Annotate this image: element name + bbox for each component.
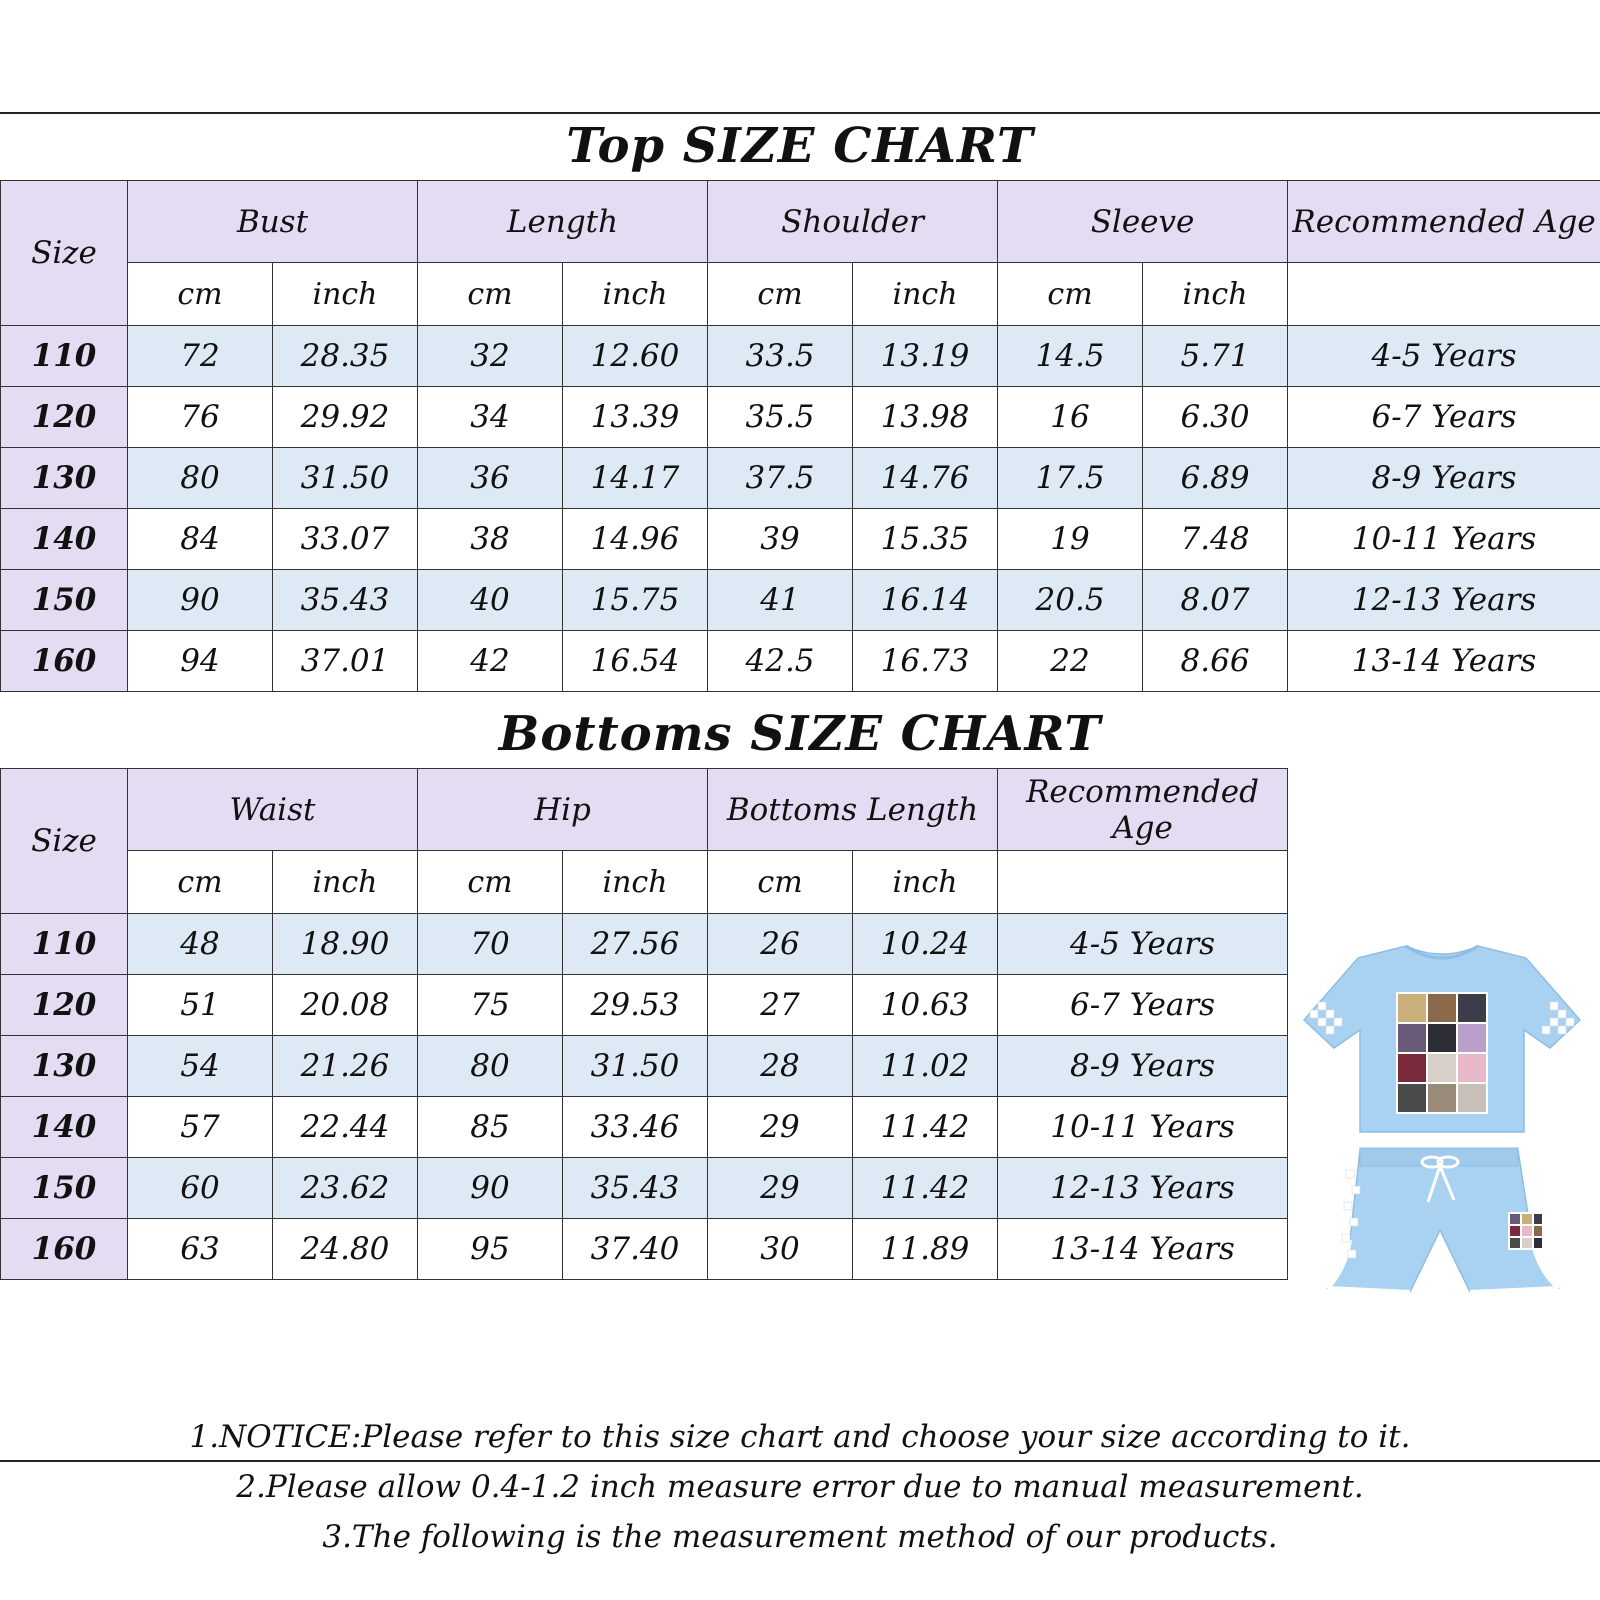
unit-inch: inch [853, 851, 998, 914]
value-cell: 90 [128, 570, 273, 631]
value-cell: 11.42 [853, 1097, 998, 1158]
value-cell: 10.63 [853, 975, 998, 1036]
value-cell: 63 [128, 1219, 273, 1280]
value-cell: 57 [128, 1097, 273, 1158]
hip-header: Hip [418, 769, 708, 851]
bottoms-size-table [0, 768, 1288, 1280]
value-cell: 13.39 [563, 387, 708, 448]
value-cell: 21.26 [273, 1036, 418, 1097]
size-cell: 160 [1, 631, 128, 692]
value-cell: 26 [708, 914, 853, 975]
size-cell: 120 [1, 387, 128, 448]
age-cell: 12-13 Years [1288, 570, 1600, 631]
age-cell: 8-9 Years [998, 1036, 1288, 1097]
value-cell: 40 [418, 570, 563, 631]
note-1: 1.NOTICE:Please refer to this size chart and choose your size according to it. [189, 1419, 1411, 1455]
value-cell: 14.76 [853, 448, 998, 509]
value-cell: 16 [998, 387, 1143, 448]
waist-header: Waist [128, 769, 418, 851]
table-row [1, 448, 1600, 509]
table-row [1, 1219, 1288, 1280]
value-cell: 24.80 [273, 1219, 418, 1280]
unit-inch: inch [563, 851, 708, 914]
table-row [1, 387, 1600, 448]
unit-cm: cm [128, 263, 273, 326]
value-cell: 22 [998, 631, 1143, 692]
value-cell: 29.92 [273, 387, 418, 448]
value-cell: 30 [708, 1219, 853, 1280]
value-cell: 20.5 [998, 570, 1143, 631]
value-cell: 35.5 [708, 387, 853, 448]
value-cell: 33.46 [563, 1097, 708, 1158]
value-cell: 29.53 [563, 975, 708, 1036]
recommended-age-header: Recommended Age [998, 769, 1288, 851]
unit-cm: cm [708, 263, 853, 326]
value-cell: 15.35 [853, 509, 998, 570]
value-cell: 6.30 [1143, 387, 1288, 448]
value-cell: 27.56 [563, 914, 708, 975]
value-cell: 14.5 [998, 326, 1143, 387]
empty-unit-cell [998, 851, 1288, 914]
value-cell: 33.5 [708, 326, 853, 387]
value-cell: 28.35 [273, 326, 418, 387]
length-header: Length [418, 181, 708, 263]
value-cell: 23.62 [273, 1158, 418, 1219]
value-cell: 70 [418, 914, 563, 975]
size-header: Size [1, 769, 128, 914]
age-cell: 13-14 Years [998, 1219, 1288, 1280]
unit-cm: cm [128, 851, 273, 914]
sleeve-header: Sleeve [998, 181, 1288, 263]
bust-header: Bust [128, 181, 418, 263]
value-cell: 14.96 [563, 509, 708, 570]
value-cell: 22.44 [273, 1097, 418, 1158]
value-cell: 39 [708, 509, 853, 570]
age-cell: 8-9 Years [1288, 448, 1600, 509]
notes-section [0, 1412, 1600, 1562]
value-cell: 95 [418, 1219, 563, 1280]
value-cell: 5.71 [1143, 326, 1288, 387]
shorts-illustration [1328, 1148, 1558, 1292]
value-cell: 31.50 [273, 448, 418, 509]
table-row [1, 631, 1600, 692]
bottoms-size-chart-title: Bottoms SIZE CHART [498, 706, 1102, 762]
value-cell: 90 [418, 1158, 563, 1219]
table-row [1, 975, 1288, 1036]
table-row [1, 326, 1600, 387]
value-cell: 60 [128, 1158, 273, 1219]
age-cell: 6-7 Years [1288, 387, 1600, 448]
bottoms-length-header: Bottoms Length [708, 769, 998, 851]
value-cell: 32 [418, 326, 563, 387]
value-cell: 54 [128, 1036, 273, 1097]
empty-unit-cell [1288, 263, 1600, 326]
value-cell: 6.89 [1143, 448, 1288, 509]
value-cell: 13.98 [853, 387, 998, 448]
age-cell: 4-5 Years [1288, 326, 1600, 387]
unit-cm: cm [998, 263, 1143, 326]
value-cell: 31.50 [563, 1036, 708, 1097]
value-cell: 14.17 [563, 448, 708, 509]
value-cell: 42 [418, 631, 563, 692]
value-cell: 94 [128, 631, 273, 692]
size-cell: 130 [1, 1036, 128, 1097]
unit-inch: inch [273, 263, 418, 326]
value-cell: 38 [418, 509, 563, 570]
size-chart-sheet [0, 112, 1600, 1555]
size-cell: 130 [1, 448, 128, 509]
table-row [1, 1036, 1288, 1097]
size-cell: 150 [1, 1158, 128, 1219]
value-cell: 42.5 [708, 631, 853, 692]
value-cell: 8.66 [1143, 631, 1288, 692]
value-cell: 10.24 [853, 914, 998, 975]
shorts-photo-patch [1508, 1212, 1544, 1250]
value-cell: 16.73 [853, 631, 998, 692]
unit-cm: cm [418, 263, 563, 326]
value-cell: 16.54 [563, 631, 708, 692]
value-cell: 28 [708, 1036, 853, 1097]
size-cell: 110 [1, 326, 128, 387]
age-cell: 12-13 Years [998, 1158, 1288, 1219]
size-cell: 140 [1, 509, 128, 570]
unit-cm: cm [418, 851, 563, 914]
shoulder-header: Shoulder [708, 181, 998, 263]
value-cell: 29 [708, 1097, 853, 1158]
value-cell: 41 [708, 570, 853, 631]
value-cell: 19 [998, 509, 1143, 570]
value-cell: 8.07 [1143, 570, 1288, 631]
age-cell: 4-5 Years [998, 914, 1288, 975]
top-size-table [0, 180, 1600, 692]
age-cell: 10-11 Years [1288, 509, 1600, 570]
value-cell: 16.14 [853, 570, 998, 631]
table-row [1, 509, 1600, 570]
value-cell: 33.07 [273, 509, 418, 570]
value-cell: 27 [708, 975, 853, 1036]
unit-inch: inch [273, 851, 418, 914]
table-row [1, 570, 1600, 631]
age-cell: 10-11 Years [998, 1097, 1288, 1158]
table-row [1, 1097, 1288, 1158]
top-size-chart-title: Top SIZE CHART [566, 118, 1034, 174]
value-cell: 51 [128, 975, 273, 1036]
value-cell: 35.43 [273, 570, 418, 631]
value-cell: 37.5 [708, 448, 853, 509]
value-cell: 85 [418, 1097, 563, 1158]
size-cell: 140 [1, 1097, 128, 1158]
value-cell: 80 [128, 448, 273, 509]
value-cell: 48 [128, 914, 273, 975]
value-cell: 76 [128, 387, 273, 448]
value-cell: 37.01 [273, 631, 418, 692]
value-cell: 80 [418, 1036, 563, 1097]
unit-inch: inch [563, 263, 708, 326]
unit-inch: inch [1143, 263, 1288, 326]
value-cell: 12.60 [563, 326, 708, 387]
note-2: 2.Please allow 0.4-1.2 inch measure error due to manual measurement. [236, 1469, 1364, 1505]
photo-collage-print [1396, 992, 1488, 1114]
value-cell: 18.90 [273, 914, 418, 975]
value-cell: 7.48 [1143, 509, 1288, 570]
value-cell: 35.43 [563, 1158, 708, 1219]
value-cell: 15.75 [563, 570, 708, 631]
value-cell: 11.89 [853, 1219, 998, 1280]
value-cell: 84 [128, 509, 273, 570]
note-3: 3.The following is the measurement method of our products. [322, 1519, 1278, 1555]
age-cell: 6-7 Years [998, 975, 1288, 1036]
tshirt-illustration [1304, 946, 1580, 1132]
unit-cm: cm [708, 851, 853, 914]
value-cell: 29 [708, 1158, 853, 1219]
table-row [1, 914, 1288, 975]
table-row [1, 1158, 1288, 1219]
value-cell: 17.5 [998, 448, 1143, 509]
value-cell: 37.40 [563, 1219, 708, 1280]
value-cell: 11.02 [853, 1036, 998, 1097]
value-cell: 20.08 [273, 975, 418, 1036]
size-cell: 160 [1, 1219, 128, 1280]
value-cell: 11.42 [853, 1158, 998, 1219]
product-image-tshirt-shorts [1288, 940, 1596, 1330]
recommended-age-header: Recommended Age [1288, 181, 1600, 263]
value-cell: 72 [128, 326, 273, 387]
age-cell: 13-14 Years [1288, 631, 1600, 692]
size-header: Size [1, 181, 128, 326]
size-cell: 150 [1, 570, 128, 631]
value-cell: 13.19 [853, 326, 998, 387]
value-cell: 75 [418, 975, 563, 1036]
value-cell: 34 [418, 387, 563, 448]
size-cell: 110 [1, 914, 128, 975]
unit-inch: inch [853, 263, 998, 326]
size-cell: 120 [1, 975, 128, 1036]
value-cell: 36 [418, 448, 563, 509]
